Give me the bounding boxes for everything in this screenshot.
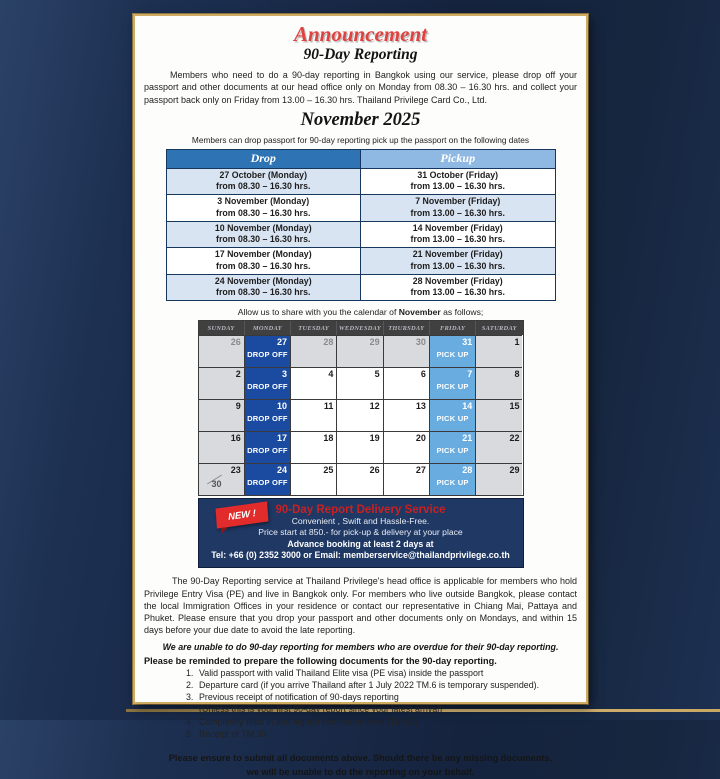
- day-number: 7: [467, 369, 473, 380]
- calendar-day-split: [199, 463, 245, 495]
- calendar-day: [291, 335, 337, 367]
- day-number: 8: [514, 369, 520, 380]
- item-number: 5.: [186, 729, 194, 740]
- calendar-day-dropoff: [245, 463, 291, 495]
- calendar-day: [337, 463, 383, 495]
- item-text: Departure card (if you arrive Thailand after 1 July 2022 TM.6 is temporary suspended).: [199, 679, 540, 690]
- day-number-secondary: 30: [211, 479, 222, 490]
- day-number: 22: [509, 433, 520, 444]
- day-number: 1: [514, 337, 520, 348]
- calendar-caption-suffix: as follows;: [440, 307, 484, 318]
- day-number: 26: [230, 337, 241, 348]
- item-text: Valid passport with valid Thailand Elite visa (PE visa) inside the passport: [199, 667, 484, 678]
- item-number: 2.: [186, 679, 194, 690]
- item-number: 4.: [186, 716, 194, 727]
- calendar-day: [476, 335, 522, 367]
- day-number: 29: [509, 465, 520, 476]
- day-number: 30: [415, 337, 426, 348]
- calendar-week: [199, 431, 523, 463]
- calendar-day-pickup: [430, 399, 476, 431]
- day-label: DROP OFF: [247, 350, 288, 360]
- calendar-day: [476, 463, 522, 495]
- day-number: 4: [328, 369, 334, 380]
- drop-cell: [166, 248, 361, 275]
- day-number: 10: [277, 401, 288, 412]
- day-number: 27: [415, 465, 426, 476]
- calendar-day-dropoff: [245, 335, 291, 367]
- day-number: 25: [323, 465, 334, 476]
- announcement-document: [133, 14, 588, 777]
- calendar-day: [337, 399, 383, 431]
- list-item: [186, 679, 577, 691]
- weekday-tuesday: TUESDAY: [291, 321, 337, 335]
- day-number: 12: [369, 401, 380, 412]
- day-label: DROP OFF: [247, 478, 288, 488]
- pickup-time: from 13.00 – 16.30 hrs.: [410, 207, 505, 218]
- drop-date: 3 November (Monday): [217, 196, 310, 207]
- day-number: 15: [509, 401, 520, 412]
- drop-time: from 08.30 – 16.30 hrs.: [216, 207, 311, 218]
- banner-title: 90-Day Report Delivery Service: [275, 504, 446, 517]
- day-label: DROP OFF: [247, 414, 288, 424]
- day-label: PICK UP: [436, 382, 469, 392]
- table-row: [166, 168, 555, 195]
- weekday-monday: MONDAY: [245, 321, 291, 335]
- calendar-day: [337, 431, 383, 463]
- pickup-date: 14 November (Friday): [412, 222, 503, 233]
- list-item-note: (Unless this is your first 90-day report since your latest arrival): [199, 704, 443, 715]
- table-row: [166, 195, 555, 222]
- calendar-week: [199, 335, 523, 367]
- weekday-saturday: SATURDAY: [481, 325, 517, 333]
- item-number: 1.: [186, 667, 194, 678]
- drop-time: from 08.30 – 16.30 hrs.: [216, 287, 311, 297]
- day-number: 20: [415, 433, 426, 444]
- calendar-day: [291, 399, 337, 431]
- calendar-day: [384, 431, 430, 463]
- day-number: 6: [420, 369, 426, 380]
- day-number: 27: [277, 337, 288, 348]
- calendar-day: [199, 335, 245, 367]
- day-number: 28: [462, 465, 473, 476]
- banner-price: Price start at 850.- for pick-up & delivery at your place: [258, 527, 463, 538]
- pickup-time: from 13.00 – 16.30 hrs.: [410, 287, 505, 297]
- calendar-day: [384, 335, 430, 367]
- drop-date: 24 November (Monday): [214, 275, 312, 286]
- day-label: PICK UP: [436, 446, 469, 456]
- weekday-sunday: SUNDAY: [199, 321, 245, 335]
- november-calendar: [198, 320, 524, 496]
- calendar-day: [384, 367, 430, 399]
- banner-contact: Tel: +66 (0) 2352 3000 or Email: memberservice@thailandprivilege.co.th: [211, 550, 510, 561]
- drop-date: 17 November (Monday): [214, 249, 312, 260]
- day-number: 5: [374, 369, 380, 380]
- drop-cell: [166, 195, 361, 222]
- drop-column-header: Drop: [166, 149, 361, 168]
- day-number: 18: [323, 433, 334, 444]
- weekday-wednesday: WEDNESDAY: [337, 321, 383, 335]
- table-row: [166, 274, 555, 301]
- page-subtitle: 90-Day Reporting: [303, 46, 418, 64]
- calendar-caption-text: Allow us to share with you the calendar of: [237, 307, 399, 318]
- calendar-day: [476, 431, 522, 463]
- day-number: 23: [230, 465, 241, 476]
- pickup-cell: [361, 248, 556, 275]
- pickup-date: 31 October (Friday): [417, 169, 499, 180]
- day-label: PICK UP: [436, 414, 469, 424]
- calendar-caption: [144, 307, 577, 317]
- drop-cell: [166, 168, 361, 195]
- list-item: [186, 728, 577, 740]
- pickup-cell: [361, 274, 556, 301]
- documents-list-intro: Please be reminded to prepare the following documents for the 90-day reporting.: [144, 655, 497, 666]
- delivery-service-banner: [198, 498, 524, 568]
- table-caption: Members can drop passport for 90-day reporting pick up the passport on the following dates: [191, 134, 530, 145]
- day-number: 13: [415, 401, 426, 412]
- calendar-day: [291, 367, 337, 399]
- pickup-cell: [361, 195, 556, 222]
- pickup-date: 7 November (Friday): [415, 196, 501, 207]
- drop-cell: [166, 274, 361, 301]
- calendar-day-pickup: [430, 463, 476, 495]
- calendar-caption-month: November: [398, 307, 441, 318]
- day-number: 3: [282, 369, 288, 380]
- page-title: Announcement: [293, 22, 428, 46]
- weekday-friday: FRIDAY: [430, 321, 476, 335]
- calendar-day: [199, 431, 245, 463]
- closing-note: [144, 752, 577, 779]
- list-item: [186, 691, 577, 703]
- new-badge: NEW !: [215, 502, 268, 529]
- documents-list: [186, 667, 577, 741]
- service-description-paragraph: The 90-Day Reporting service at Thailand Privilege's head office is applicable for members who hold Privilege Entry Visa (PE) and live in Bangkok only. For members who live outside Bangkok, please contact the local Immigration Offices in your residence or contact our representative in Chiang Mai, Pattaya and Phuket. Please ensure that you drop your passport and other documents only on Mondays, and within 15 days before your due date to avoid the late reporting.: [144, 576, 577, 636]
- item-number: 3.: [186, 692, 194, 703]
- day-number: 9: [235, 401, 241, 412]
- drop-time: from 08.30 – 16.30 hrs.: [216, 260, 311, 271]
- pickup-time: from 13.00 – 16.30 hrs.: [410, 234, 505, 244]
- list-item: [186, 716, 577, 728]
- calendar-day: [199, 399, 245, 431]
- day-label: DROP OFF: [247, 382, 288, 392]
- day-number: 21: [462, 433, 473, 444]
- drop-date: 27 October (Monday): [219, 169, 307, 180]
- calendar-day: [384, 463, 430, 495]
- calendar-week: [199, 399, 523, 431]
- day-number: 28: [323, 337, 334, 348]
- item-text: Completely filled in and signed notification form (TM.47): [199, 716, 419, 727]
- day-number: 29: [369, 337, 380, 348]
- banner-tagline: Convenient , Swift and Hassle-Free.: [291, 516, 430, 527]
- calendar-day: [337, 367, 383, 399]
- day-number: 19: [369, 433, 380, 444]
- table-header-row: [166, 149, 555, 168]
- month-title: November 2025: [300, 109, 421, 130]
- calendar-day: [291, 431, 337, 463]
- day-number: 11: [323, 401, 334, 412]
- calendar-day: [476, 399, 522, 431]
- intro-paragraph: Members who need to do a 90-day reporting in Bangkok using our service, please drop off your passport and other documents at our head office only on Monday from 08.30 – 16.30 hrs. and collect your passport back only on Friday from 13.00 – 16.30 hrs. Thailand Privilege Card Co., Ltd.: [144, 70, 577, 105]
- calendar-day-pickup: [430, 431, 476, 463]
- table-row: [166, 248, 555, 275]
- day-label: DROP OFF: [247, 446, 288, 456]
- calendar-day: [199, 367, 245, 399]
- drop-time: from 08.30 – 16.30 hrs.: [216, 181, 311, 191]
- pickup-date: 28 November (Friday): [412, 275, 503, 286]
- day-number: 16: [230, 433, 241, 444]
- weekday-thursday: THURSDAY: [384, 321, 430, 335]
- pickup-column-header: Pickup: [361, 149, 556, 168]
- pickup-cell: [361, 168, 556, 195]
- calendar-day: [291, 463, 337, 495]
- pickup-cell: [361, 221, 556, 248]
- calendar-day-dropoff: [245, 399, 291, 431]
- pickup-time: from 13.00 – 16.30 hrs.: [410, 181, 505, 191]
- calendar-day-dropoff: [245, 431, 291, 463]
- calendar-day: [384, 399, 430, 431]
- table-row: [166, 221, 555, 248]
- day-number: 31: [462, 337, 473, 348]
- drop-pickup-table: [166, 149, 556, 302]
- drop-date: 10 November (Monday): [214, 222, 312, 233]
- calendar-day: [476, 367, 522, 399]
- day-number: 24: [277, 465, 288, 476]
- calendar-week: [199, 367, 523, 399]
- list-item: [186, 667, 577, 679]
- calendar-weekday-header: [199, 321, 523, 335]
- banner-booking-note: Advance booking at least 2 days at: [287, 538, 434, 549]
- calendar-day-pickup: [430, 335, 476, 367]
- day-number: 2: [235, 369, 241, 380]
- calendar-day-dropoff: [245, 367, 291, 399]
- item-text: Receipt of TM.30: [199, 729, 267, 740]
- drop-time: from 08.30 – 16.30 hrs.: [216, 234, 311, 244]
- day-label: PICK UP: [436, 478, 469, 488]
- day-number: 17: [277, 433, 288, 444]
- item-text: Previous receipt of notification of 90-days reporting: [199, 692, 399, 703]
- day-label: PICK UP: [436, 350, 469, 360]
- day-number: 14: [462, 401, 473, 412]
- overdue-warning: We are unable to do 90-day reporting for members who are overdue for their 90-day reporting.: [162, 641, 559, 652]
- closing-note-line2: we will be unable to do the reporting on your behalf.: [246, 766, 475, 777]
- closing-note-line1: Please ensure to submit all documents above. Should there be any missing documents,: [168, 753, 553, 764]
- drop-cell: [166, 221, 361, 248]
- day-number: 26: [369, 465, 380, 476]
- calendar-day-pickup: [430, 367, 476, 399]
- pickup-date: 21 November (Friday): [412, 249, 503, 260]
- calendar-day: [337, 335, 383, 367]
- pickup-time: from 13.00 – 16.30 hrs.: [410, 260, 505, 271]
- calendar-week: [199, 463, 523, 495]
